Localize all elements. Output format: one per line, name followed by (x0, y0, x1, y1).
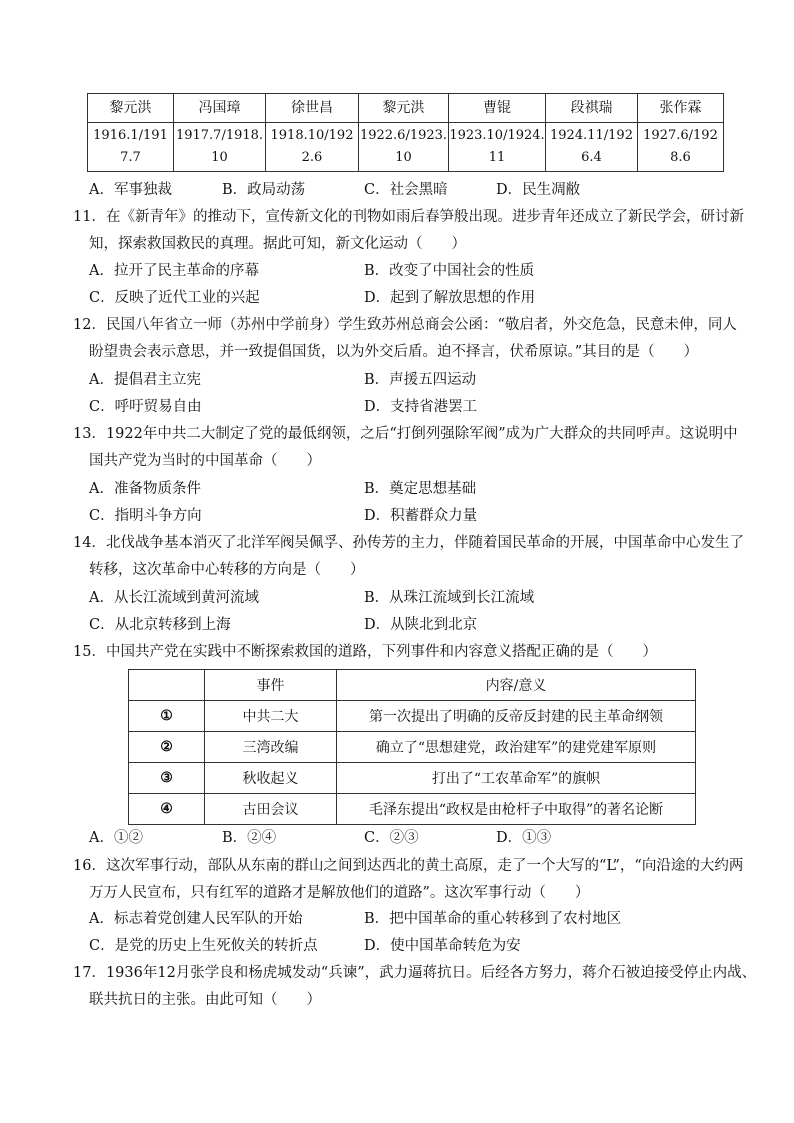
q14-stem-line2: 转移，这次革命中心转移的方向是（ ） (89, 562, 365, 578)
event-cell: 中共二大 (205, 701, 337, 732)
table-row (129, 763, 696, 794)
q12-stem-line2: 盼望贵会表示意思，并一致提倡国货，以为外交后盾。迫不择言，伏希原谅。”其目的是（ ） (89, 344, 699, 360)
q12-option-d[interactable]: D．支持省港罢工 (364, 399, 478, 415)
table-cell: 1917.7/1918.10 (174, 123, 266, 172)
meaning-cell: 毛泽东提出“政权是由枪杆子中取得”的著名论断 (337, 794, 696, 825)
table-cell: 1918.10/1922.6 (266, 123, 359, 172)
q10-option-b[interactable]: B．政局动荡 (222, 182, 306, 198)
q10-option-d[interactable]: D．民生凋敝 (496, 182, 581, 198)
table-header-cell: 曹锟 (449, 94, 546, 123)
q14-option-c[interactable]: C．从北京转移到上海 (89, 617, 231, 633)
q13-stem-line1: 13．1922年中共二大制定了党的最低纲领，之后“打倒列强除军阀”成为广大群众的共同呼声。这说明中 (73, 426, 738, 442)
q11-option-a[interactable]: A．拉开了民主革命的序幕 (89, 263, 259, 279)
table-cell: 1922.6/1923.10 (359, 123, 449, 172)
q15-option-a[interactable]: A．①② (89, 830, 143, 846)
table-row (129, 732, 696, 763)
q17-stem-line2: 联共抗日的主张。由此可知（ ） (89, 992, 321, 1008)
event-cell: 古田会议 (205, 794, 337, 825)
q16-option-c[interactable]: C．是党的历史上生死攸关的转折点 (89, 938, 318, 954)
q11-stem-line2: 知，探索救国救民的真理。据此可知，新文化运动（ ） (89, 236, 466, 252)
table-cell: 1923.10/1924.11 (449, 123, 546, 172)
q16-stem-line2: 万万人民宣布，只有红军的道路才是解放他们的道路”。这次军事行动（ ） (89, 885, 590, 901)
q15-option-b[interactable]: B．②④ (222, 830, 277, 846)
meaning-cell: 确立了“思想建党，政治建军”的建党建军原则 (337, 732, 696, 763)
q16-option-d[interactable]: D．使中国革命转危为安 (364, 938, 521, 954)
q14-stem-line1: 14．北伐战争基本消灭了北洋军阀吴佩孚、孙传芳的主力，伴随着国民革命的开展，中国革命中心发生了 (73, 535, 744, 551)
q12-option-c[interactable]: C．呼吁贸易自由 (89, 399, 202, 415)
q11-stem-line1: 11．在《新青年》的推动下，宣传新文化的刊物如雨后春笋般出现。进步青年还成立了新民学会，研讨新 (73, 209, 744, 225)
table-cell: 1916.1/1917.7 (88, 123, 174, 172)
q15-stem-line1: 15．中国共产党在实践中不断探索救国的道路，下列事件和内容意义搭配正确的是（ ） (73, 644, 657, 660)
q14-option-b[interactable]: B．从珠江流域到长江流域 (364, 590, 535, 606)
table-header-cell: 段祺瑞 (546, 94, 638, 123)
table-cell: 1924.11/1926.4 (546, 123, 638, 172)
table-row (129, 701, 696, 732)
table-row (88, 123, 724, 172)
q13-stem-line2: 国共产党为当时的中国革命（ ） (89, 453, 321, 469)
table-row (129, 794, 696, 825)
table-header-cell: 内容/意义 (337, 670, 696, 701)
q13-option-c[interactable]: C．指明斗争方向 (89, 508, 202, 524)
q11-option-c[interactable]: C．反映了近代工业的兴起 (89, 290, 260, 306)
event-cell: 秋收起义 (205, 763, 337, 794)
table-header-cell (129, 670, 205, 701)
q11-option-d[interactable]: D．起到了解放思想的作用 (364, 290, 536, 306)
q17-stem-line1: 17．1936年12月张学良和杨虎城发动“兵谏”，武力逼蒋抗日。后经各方努力，蒋介石被迫接受停止内战、 (73, 965, 757, 981)
table-header-cell: 事件 (205, 670, 337, 701)
q12-option-b[interactable]: B．声援五四运动 (364, 372, 477, 388)
q15-option-d[interactable]: D．①③ (496, 830, 552, 846)
table-header-cell: 黎元洪 (359, 94, 449, 123)
table-header-row (129, 670, 696, 701)
q16-stem-line1: 16．这次军事行动，部队从东南的群山之间到达西北的黄土高原，走了一个大写的“L”，“向沿途的大约两 (73, 858, 744, 874)
q14-option-d[interactable]: D．从陕北到北京 (364, 617, 478, 633)
q13-option-d[interactable]: D．积蓄群众力量 (364, 508, 478, 524)
table-cell: 1927.6/1928.6 (638, 123, 724, 172)
q13-option-b[interactable]: B．奠定思想基础 (364, 481, 477, 497)
event-cell: 三湾改编 (205, 732, 337, 763)
row-number: ④ (129, 794, 205, 825)
q16-option-b[interactable]: B．把中国革命的重心转移到了农村地区 (364, 911, 622, 927)
table-header-cell: 黎元洪 (88, 94, 174, 123)
table-header-row (88, 94, 724, 123)
table-header-cell: 张作霖 (638, 94, 724, 123)
q12-stem-line1: 12．民国八年省立一师（苏州中学前身）学生致苏州总商会公函：“敬启者，外交危急，民意未伸，同人 (73, 317, 737, 333)
q11-option-b[interactable]: B．改变了中国社会的性质 (364, 263, 535, 279)
q15-option-c[interactable]: C．②③ (364, 830, 419, 846)
party-events-table (128, 669, 696, 825)
q16-option-a[interactable]: A．标志着党创建人民军队的开始 (89, 911, 303, 927)
table-header-cell: 徐世昌 (266, 94, 359, 123)
meaning-cell: 打出了“工农革命军”的旗帜 (337, 763, 696, 794)
q10-option-a[interactable]: A．军事独裁 (89, 182, 172, 198)
q10-option-c[interactable]: C．社会黑暗 (364, 182, 448, 198)
q12-option-a[interactable]: A．提倡君主立宪 (89, 372, 201, 388)
q14-option-a[interactable]: A．从长江流域到黄河流域 (89, 590, 259, 606)
row-number: ③ (129, 763, 205, 794)
meaning-cell: 第一次提出了明确的反帝反封建的民主革命纲领 (337, 701, 696, 732)
warlord-government-table (87, 93, 724, 172)
row-number: ① (129, 701, 205, 732)
row-number: ② (129, 732, 205, 763)
table-header-cell: 冯国璋 (174, 94, 266, 123)
q13-option-a[interactable]: A．准备物质条件 (89, 481, 201, 497)
